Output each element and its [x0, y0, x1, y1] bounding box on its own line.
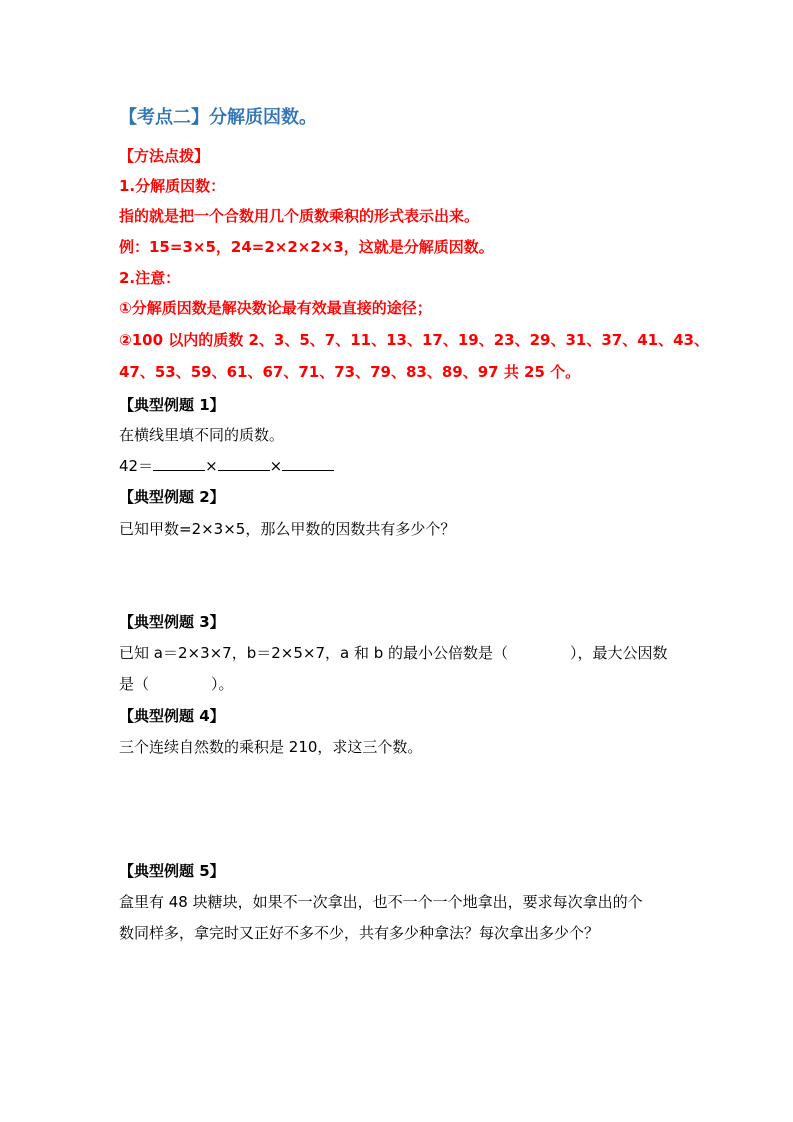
example3-heading: 【典型例题 3】	[119, 613, 225, 631]
example1-equation	[119, 456, 334, 476]
point1-title: 1.分解质因数：	[119, 177, 226, 195]
example3-line2-part2: ）。	[211, 675, 234, 693]
section-title: 【考点二】分解质因数。	[119, 107, 317, 128]
point2-title: 2.注意：	[119, 269, 181, 287]
example1-text: 在横线里填不同的质数。	[119, 426, 285, 444]
example3-text-line1	[119, 643, 668, 663]
method-heading: 【方法点拨】	[119, 147, 210, 165]
point2-item2-line1: ②100 以内的质数 2、3、5、7、11、13、17、19、23、29、31、37、41、43、	[119, 331, 709, 349]
times-sign: ×	[269, 457, 283, 475]
example4-heading: 【典型例题 4】	[119, 707, 225, 725]
answer-blank-1[interactable]	[153, 456, 205, 471]
example5-text-line2: 数同样多，拿完时又正好不多不少，共有多少种拿法？每次拿出多少个？	[119, 924, 600, 942]
example2-heading: 【典型例题 2】	[119, 488, 225, 506]
example3-text-part1: 已知 a＝2×3×7，b＝2×5×7，a 和 b 的最小公倍数是（	[119, 644, 509, 662]
answer-blank-3[interactable]	[282, 456, 334, 471]
example3-text-part2: ），最大公因数	[570, 644, 668, 662]
point1-example: 例：15=3×5，24=2×2×2×3，这就是分解质因数。	[119, 238, 494, 256]
example3-line2-part1: 是（	[119, 675, 150, 693]
example2-text: 已知甲数=2×3×5，那么甲数的因数共有多少个？	[119, 520, 456, 538]
point1-definition: 指的就是把一个合数用几个质数乘积的形式表示出来。	[119, 207, 480, 225]
equation-lhs: 42＝	[119, 457, 154, 475]
point2-item2-line2: 47、53、59、61、67、71、73、79、83、89、97 共 25 个。	[119, 363, 581, 381]
times-sign: ×	[205, 457, 218, 475]
point2-item1: ①分解质因数是解决数论最有效最直接的途径；	[119, 299, 432, 317]
example5-text-line1: 盒里有 48 块糖块，如果不一次拿出，也不一个一个地拿出，要求每次拿出的个	[119, 893, 643, 911]
example1-heading: 【典型例题 1】	[119, 396, 225, 414]
answer-blank-2[interactable]	[218, 456, 270, 471]
example4-text: 三个连续自然数的乘积是 210，求这三个数。	[119, 738, 423, 756]
example5-heading: 【典型例题 5】	[119, 862, 225, 880]
example3-text-line2	[119, 674, 234, 694]
